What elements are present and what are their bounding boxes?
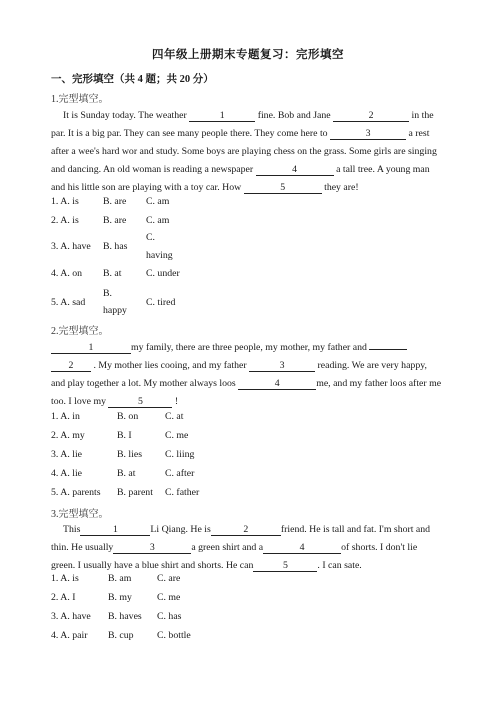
blank-3: 3 — [330, 128, 406, 140]
passage-text: This — [63, 524, 81, 535]
option-b: B. lies — [117, 449, 143, 460]
option-c: C. father — [165, 487, 200, 498]
option-c: C. me — [165, 430, 189, 441]
passage-text: ! — [174, 396, 179, 407]
passage-text: in the par. It is a big par. They can see many people there. They come here to — [51, 110, 434, 139]
question-3-passage — [51, 521, 443, 575]
option-a: 1. A. is — [51, 573, 79, 584]
passage-text: a green shirt and a — [191, 542, 264, 553]
option-c: C. has — [157, 611, 182, 622]
option-c: C. tired — [146, 297, 176, 308]
option-b: B. haves — [108, 611, 142, 622]
option-b: B. has — [103, 241, 128, 252]
blank-2: 2 — [51, 360, 91, 372]
passage-text: . My mother lies cooing, and my father — [93, 360, 247, 371]
option-a: 5. A. sad — [51, 297, 86, 308]
option-c: C. am — [146, 196, 170, 207]
passage-text: He is — [190, 524, 211, 535]
option-a: 1. A. is — [51, 196, 79, 207]
blank-5: 5 — [244, 182, 322, 194]
passage-text: Li Qiang. — [150, 524, 188, 535]
option-b: B. are — [103, 196, 127, 207]
section-heading: 一、完形填空（共 4 题；共 20 分） — [51, 74, 214, 85]
question-1-heading: 1.完型填空。 — [51, 94, 109, 105]
blank-1: 1 — [80, 524, 150, 536]
option-c: C. me — [157, 592, 181, 603]
blank-3: 3 — [113, 542, 191, 554]
option-b: B. parent — [117, 487, 153, 498]
passage-text: He is tall and fat. I'm short and thin. He usually — [51, 524, 431, 553]
option-b: B. at — [117, 468, 136, 479]
option-a: 4. A. on — [51, 268, 83, 279]
option-b-label: B. — [103, 288, 112, 299]
option-c-label: C. — [146, 232, 155, 243]
passage-text: It is Sunday today. The weather — [63, 110, 187, 121]
blank-4: 4 — [263, 542, 341, 554]
blank-5: 5 — [253, 560, 317, 572]
passage-text: fine. Bob and Jane — [257, 110, 331, 121]
passage-text: friend. — [280, 524, 307, 535]
option-c: C. under — [146, 268, 180, 279]
passage-text: . — [317, 560, 320, 571]
option-c: C. bottle — [157, 630, 191, 641]
passage-text: me, and my father loos after me too. I love my — [51, 378, 442, 407]
blank-3: 3 — [249, 360, 315, 372]
blank-2-line — [369, 349, 407, 350]
option-c-text: having — [146, 250, 173, 261]
passage-text: my family, there are three people, my mother, my father and — [131, 342, 367, 353]
passage-text: a tall tree. A young man and his little son are playing with a toy car. How — [51, 164, 430, 193]
option-c: C. am — [146, 215, 170, 226]
option-c: C. liing — [165, 449, 195, 460]
option-b-text: happy — [103, 305, 127, 316]
passage-text: of shorts. I don't lie green. I usually have a blue shirt and shorts. He can — [51, 542, 418, 571]
option-b: B. cup — [108, 630, 134, 641]
passage-text: reading. We are very happy, and play together a lot. My mother always loos — [51, 360, 427, 389]
passage-text: I can sate. — [322, 560, 362, 571]
option-a: 4. A. pair — [51, 630, 88, 641]
option-a: 3. A. have — [51, 611, 91, 622]
option-a: 5. A. parents — [51, 487, 101, 498]
passage-text: a rest after a wee's hard wor and study. Some boys are playing chess on the grass. Some girls are singing and dancing. An old woman is reading a newspaper — [51, 128, 437, 175]
question-2-passage — [51, 339, 443, 411]
option-b: B. are — [103, 215, 127, 226]
option-b: B. my — [108, 592, 132, 603]
blank-4: 4 — [238, 378, 316, 390]
question-1-passage — [51, 107, 443, 197]
option-c: C. after — [165, 468, 195, 479]
option-a: 2. A. I — [51, 592, 76, 603]
passage-text: they are! — [324, 182, 359, 193]
option-a: 1. A. in — [51, 411, 80, 422]
blank-2: 2 — [211, 524, 281, 536]
blank-2: 2 — [333, 110, 409, 122]
option-a: 3. A. lie — [51, 449, 83, 460]
option-a: 4. A. lie — [51, 468, 83, 479]
question-2-heading: 2.完型填空。 — [51, 326, 109, 337]
option-b: B. on — [117, 411, 139, 422]
question-3-heading: 3.完型填空。 — [51, 509, 109, 520]
option-a: 2. A. is — [51, 215, 79, 226]
page-title: 四年级上册期末专题复习：完形填空 — [152, 49, 344, 61]
option-a: 3. A. have — [51, 241, 91, 252]
blank-1: 1 — [189, 110, 255, 122]
blank-5: 5 — [108, 396, 172, 408]
blank-4: 4 — [256, 164, 334, 176]
option-b: B. I — [117, 430, 132, 441]
blank-1: 1 — [51, 342, 131, 354]
option-b: B. am — [108, 573, 132, 584]
option-c: C. at — [165, 411, 184, 422]
option-c: C. are — [157, 573, 181, 584]
option-b: B. at — [103, 268, 122, 279]
option-a: 2. A. my — [51, 430, 85, 441]
